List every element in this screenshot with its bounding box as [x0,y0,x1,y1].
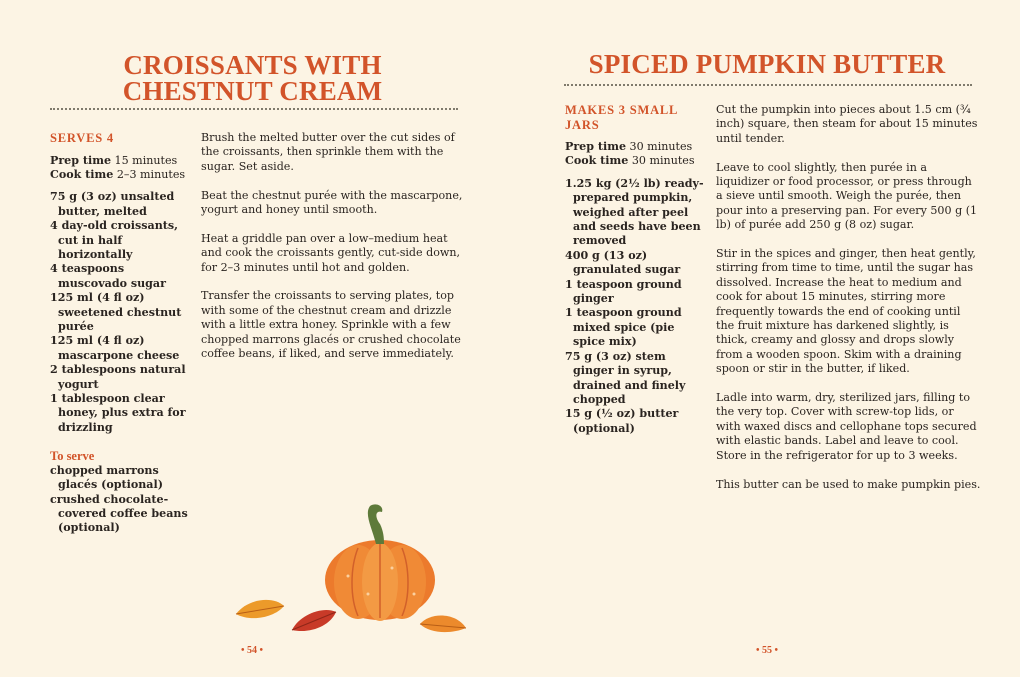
ingredient-item: 1 tablespoon clear honey, plus extra for drizzling [50,392,186,434]
ingredient-item: 1.25 kg (2½ lb) ready-prepared pumpkin, weighed after peel and seeds have been removed [565,176,704,248]
serve-item: crushed chocolate-covered coffee beans (optional) [50,492,188,535]
cook-time-label: Cook time [565,154,629,168]
cook-time-value: 2–3 minutes [113,167,186,181]
page-number: • 54 • [240,645,263,656]
ingredient-item: 4 day-old croissants, cut in half horizontally [50,219,179,261]
serve-item: chopped marrons glacés (optional) [50,463,163,492]
method-step: Ladle into warm, dry, sterilized jars, filling to the very top. Cover with screw-top lids, or with waxed discs and cellophane tops secured with elastic bands. Label and leave to cool. Store in the refrigerator for up to 3 weeks. [716,391,977,462]
method-step: Cut the pumpkin into pieces about 1.5 cm (¾ inch) square, then steam for about 15 minutes until tender. [716,103,978,145]
pumpkin-icon [325,504,435,621]
prep-time-value: 15 minutes [111,153,178,167]
ingredient-item: 400 g (13 oz) granulated sugar [565,248,681,277]
method-step: Brush the melted butter over the cut sides of the croissants, then sprinkle them with the sugar. Set aside. [201,131,455,173]
method-step: Transfer the croissants to serving plates, top with some of the chestnut cream and drizzle with a little extra honey. Sprinkle with a few chopped marrons glacés or crushed chocolate coffee beans, if liked, and serve immediately. [201,289,461,361]
method-step: Beat the chestnut purée with the mascarpone, yogurt and honey until smooth. [201,188,463,217]
ingredient-item: 1 teaspoon ground mixed spice (pie spice mix) [565,306,682,349]
ingredients-column [50,131,195,536]
to-serve-list [50,464,195,536]
method-step: Stir in the spices and ginger, then heat gently, stirring from time to time, until the sugar has dissolved. Increase the heat to medium and cook for about 15 minutes, stirring more frequently towards the end of cooking until the fruit mixture has darkened slightly, is thick, creamy and glossy and drops slowly from a wooden spoon. Skim with a draining spoon or stir in the butter, if liked. [716,247,976,376]
leaf-icon [236,600,284,618]
method-step: This butter can be used to make pumpkin pies. [716,477,981,491]
recipe-title-croissants: CROISSANTS WITH CHESTNUT CREAM [122,50,383,106]
ingredient-list [50,190,195,435]
ingredient-item: 1 teaspoon ground ginger [565,277,682,306]
page-number: • 55 • [755,645,778,656]
leaf-icon [292,610,336,631]
title-divider [564,84,972,86]
leaf-icon [420,615,466,632]
ingredient-item: 75 g (3 oz) stem ginger in syrup, drained and finely chopped [565,349,686,406]
ingredient-item: 15 g (½ oz) butter (optional) [565,407,679,435]
method-column [716,103,981,506]
title-divider [50,108,458,110]
prep-time-value: 30 minutes [626,140,693,153]
ingredient-item: 2 tablespoons natural yogurt [50,363,186,391]
cook-time-label: Cook time [50,167,114,181]
pumpkin-illustration [230,498,470,638]
right-page [510,0,1020,677]
ingredient-item: 75 g (3 oz) unsalted butter, melted [50,190,175,218]
ingredient-item: 125 ml (4 fl oz) mascarpone cheese [50,334,180,362]
recipe-title-pumpkin-butter: SPICED PUMPKIN BUTTER [588,49,946,79]
method-step: Heat a griddle pan over a low–medium heat and cook the croissants gently, cut-side down, for 2–3 minutes until hot and golden. [201,231,461,274]
ingredients-column [565,103,710,436]
to-serve-heading: To serve [50,449,95,464]
prep-time-label: Prep time [50,153,111,167]
ingredient-list [565,177,710,436]
method-step: Leave to cool slightly, then purée in a liquidizer or food processor, or press through a sieve until smooth. Weigh the purée, then pour into a preserving pan. For every 500 g (1 lb) of purée add 250 g (8 oz) sugar. [716,160,978,232]
method-column [201,131,463,376]
timing-info [50,154,195,183]
ingredient-item: 125 ml (4 fl oz) sweetened chestnut purée [50,291,182,333]
ingredient-item: 4 teaspoons muscovado sugar [50,262,166,290]
cook-time-value: 30 minutes [628,154,695,168]
makes-label: MAKES 3 SMALL JARS [565,103,678,132]
serves-label: SERVES 4 [50,131,114,145]
timing-info [565,140,710,169]
prep-time-label: Prep time [565,140,626,153]
